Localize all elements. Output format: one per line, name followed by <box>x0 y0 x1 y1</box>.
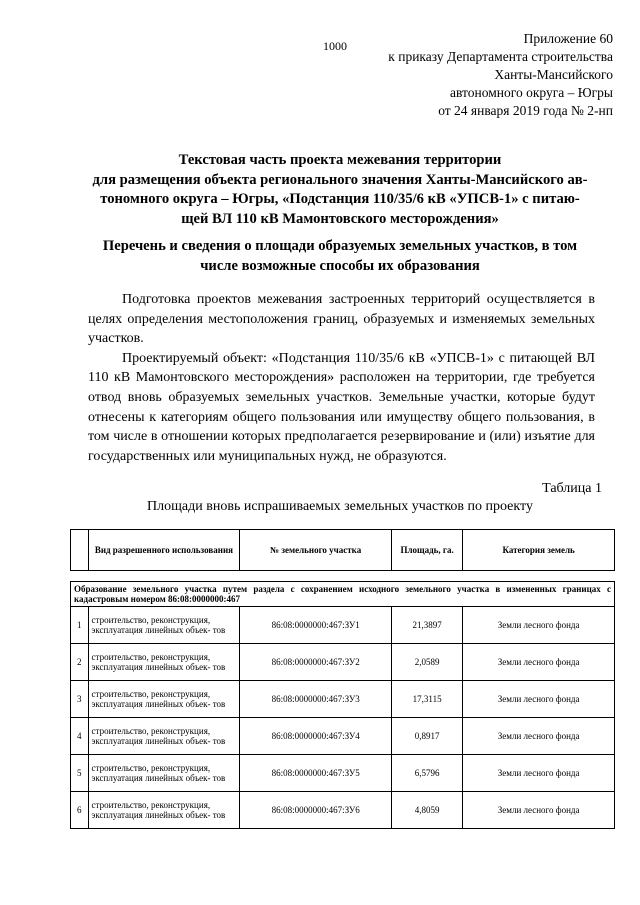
cell-use: строительство, реконструкция, эксплуатация линейных объек- тов <box>88 644 240 681</box>
cell-area: 4,8059 <box>392 792 463 829</box>
table-row <box>71 755 615 792</box>
cell-area: 0,8917 <box>392 718 463 755</box>
cell-num: 3 <box>71 681 89 718</box>
cell-area: 17,3115 <box>392 681 463 718</box>
cell-parcel: 86:08:0000000:467:ЗУ2 <box>240 644 392 681</box>
cell-use: строительство, реконструкция, эксплуатация линейных объек- тов <box>88 792 240 829</box>
cell-category: Земли лесного фонда <box>463 644 615 681</box>
cell-num: 5 <box>71 755 89 792</box>
paragraph: Проектируемый объект: «Подстанция 110/35/6 кВ «УПСВ-1» с питающей ВЛ 110 кВ Мамонтовского месторождения» расположен на территории, где требуется отвод вновь образуемых земельных участков. Земельные участки, которые будут отнесены к категориям общего пользования или имуществу общего пользования, в том числе в отношении которых предполагается резервирование и (или) изъятие для государственных или муниципальных нужд, не образуются. <box>88 350 595 464</box>
title-line: щей ВЛ 110 кВ Мамонтовского месторождения» <box>181 210 499 227</box>
cell-num: 6 <box>71 792 89 829</box>
table-row <box>71 607 615 644</box>
cell-category: Земли лесного фонда <box>463 681 615 718</box>
appendix-line: Ханты-Мансийского <box>494 67 613 82</box>
appendix-reference <box>313 30 613 120</box>
appendix-line: автономного округа – Югры <box>450 85 613 100</box>
section-title <box>80 237 600 276</box>
cell-use: строительство, реконструкция, эксплуатация линейных объек- тов <box>88 681 240 718</box>
cell-area: 21,3897 <box>392 607 463 644</box>
cell-parcel: 86:08:0000000:467:ЗУ1 <box>240 607 392 644</box>
table-label: Таблица 1 <box>542 481 602 496</box>
table-spacer-row <box>71 571 615 582</box>
table-row <box>71 644 615 681</box>
header-num <box>71 530 89 571</box>
spacer-cell <box>71 571 615 582</box>
appendix-line: от 24 января 2019 года № 2-нп <box>438 103 613 118</box>
section-title-line: числе возможные способы их образования <box>200 257 480 274</box>
cell-area: 2,0589 <box>392 644 463 681</box>
title-line: тономного округа – Югры, «Подстанция 110/35/6 кВ «УПСВ-1» с питаю- <box>100 191 580 207</box>
table-group-row <box>71 582 615 607</box>
header-parcel: № земельного участка <box>240 530 392 571</box>
section-title-line: Перечень и сведения о площади образуемых земельных участков, в том <box>102 238 578 254</box>
cell-category: Земли лесного фонда <box>463 792 615 829</box>
cell-parcel: 86:08:0000000:467:ЗУ6 <box>240 792 392 829</box>
cell-parcel: 86:08:0000000:467:ЗУ5 <box>240 755 392 792</box>
page-number: 1000 <box>323 39 347 53</box>
land-plots-table <box>70 529 615 829</box>
cell-category: Земли лесного фонда <box>463 607 615 644</box>
cell-parcel: 86:08:0000000:467:ЗУ4 <box>240 718 392 755</box>
cell-parcel: 86:08:0000000:467:ЗУ3 <box>240 681 392 718</box>
cell-num: 4 <box>71 718 89 755</box>
document-title <box>80 151 600 229</box>
title-line: Текстовая часть проекта межевания территории <box>178 152 502 168</box>
header-use: Вид разрешенного использования <box>88 530 240 571</box>
appendix-line: Приложение 60 <box>523 31 613 46</box>
table-row <box>71 718 615 755</box>
cell-use: строительство, реконструкция, эксплуатация линейных объек- тов <box>88 755 240 792</box>
table-row <box>71 681 615 718</box>
cell-category: Земли лесного фонда <box>463 718 615 755</box>
cell-area: 6,5796 <box>392 755 463 792</box>
paragraph: Подготовка проектов межевания застроенных территорий осуществляется в целях определения местоположения границ, образуемых и изменяемых земельных участков. <box>88 292 595 347</box>
cell-category: Земли лесного фонда <box>463 755 615 792</box>
cell-num: 2 <box>71 644 89 681</box>
group-title: Образование земельного участка путем раздела с сохранением исходного земельного участка в измененных границах с кадастровым номером 86:08:0000000:467 <box>71 582 615 607</box>
cell-use: строительство, реконструкция, эксплуатация линейных объек- тов <box>88 718 240 755</box>
title-line: для размещения объекта регионального значения Ханты-Мансийского ав- <box>92 171 588 188</box>
cell-num: 1 <box>71 607 89 644</box>
body-text <box>88 290 595 466</box>
appendix-line: к приказу Департамента строительства <box>388 49 613 64</box>
table-caption: Площади вновь испрашиваемых земельных участков по проекту <box>147 499 533 514</box>
header-category: Категория земель <box>463 530 615 571</box>
table-row <box>71 792 615 829</box>
header-area: Площадь, га. <box>392 530 463 571</box>
cell-use: строительство, реконструкция, эксплуатация линейных объек- тов <box>88 607 240 644</box>
table-header-row <box>71 530 615 571</box>
